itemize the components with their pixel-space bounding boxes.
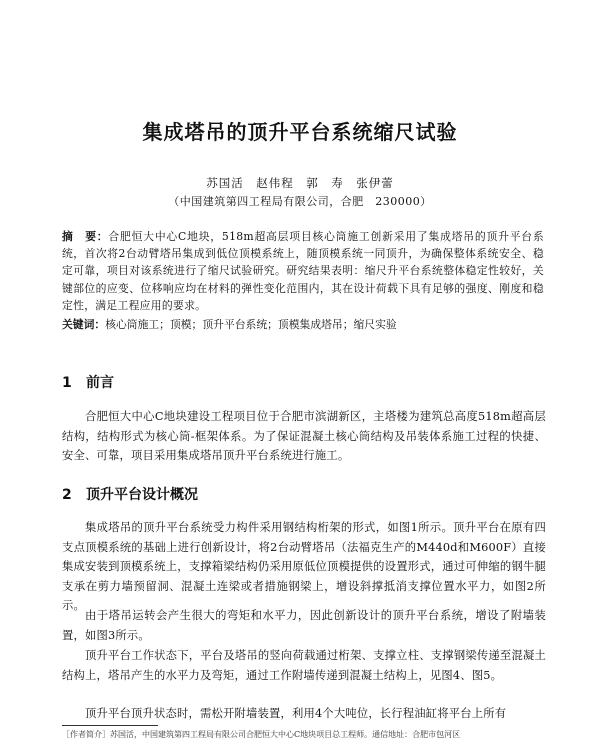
section-1-title: 前言 <box>86 375 114 391</box>
author-list: 苏国活 赵伟程 郭 寿 张伊蕾 <box>206 176 394 190</box>
section-1-heading <box>62 372 114 392</box>
section-2-heading <box>62 484 198 504</box>
keywords-text: 核心筒施工；顶模；顶升平台系统；顶模集成塔吊；缩尺实验 <box>105 318 397 331</box>
section-2-title: 顶升平台设计概况 <box>86 487 198 503</box>
section-2-paragraph-4: 顶升平台顶升状态时，需松开附墙装置，利用4个大吨位，长行程油缸将平台上所有 <box>85 707 507 720</box>
section-2-paragraph-1: 集成塔吊的顶升平台系统受力构件采用钢结构桁架的形式，如图1所示。顶升平台在原有四支点顶模系统的基础上进行创新设计，将2台动臂塔吊（法福克生产的M440d和M600F）直接集成安装到顶模系统上，支撑箱梁结构仍采用原低位顶模提供的设置形式，通过可伸缩的钢牛腿支承在剪力墙预留洞、混凝土连梁或者措施钢梁上，增设斜撑抵消支撑位置水平力，如图2所示。 <box>62 521 546 613</box>
section-1-paragraph: 合肥恒大中心C地块建设工程项目位于合肥市滨湖新区，主塔楼为建筑总高度518m超高层结构，结构形式为核心筒-框架体系。为了保证混凝土核心筒结构及吊装体系施工过程的快捷、安全、可靠，项目采用集成塔吊顶升平台系统进行施工。 <box>62 410 546 463</box>
section-1-number: 1 <box>62 375 72 391</box>
abstract-block <box>62 228 544 314</box>
section-2-paragraph-2: 由于塔吊运转会产生很大的弯矩和水平力，因此创新设计的顶升平台系统，增设了附墙装置，如图3所示。 <box>62 609 546 642</box>
paper-title: 集成塔吊的顶升平台系统缩尺试验 <box>142 120 458 144</box>
author-footnote: ［作者简介］苏国活，中国建筑第四工程局有限公司合肥恒大中心C地块项目总工程师。通信地址：合肥市包河区 <box>62 730 461 739</box>
abstract-text: 合肥恒大中心C地块，518m超高层项目核心筒施工创新采用了集成塔吊的顶升平台系统，首次将2台动臂塔吊集成到低位顶模系统上，随顶模系统一同顶升，为确保整体系统安全、稳定可靠，项目对该系统进行了缩尺试验研究。研究结果表明：缩尺升平台系统整体稳定性较好，关键部位的应变、位移响应均在材料的弹性变化范围内，其在设计荷载下具有足够的强度、刚度和稳定性，满足工程应用的要求。 <box>62 230 545 312</box>
section-2-number: 2 <box>62 487 72 503</box>
footnote-divider <box>62 725 158 726</box>
affiliation: （中国建筑第四工程局有限公司，合肥 230000） <box>168 195 432 208</box>
section-2-paragraph-3: 顶升平台工作状态下，平台及塔吊的竖向荷载通过桁架、支撑立柱、支撑钢梁传递至混凝土结构上，塔吊产生的水平力及弯矩，通过工作附墙传递到混凝土结构上，见图4、图5。 <box>62 649 546 682</box>
keywords-label: 关键词： <box>62 318 106 331</box>
abstract-label: 摘 要： <box>62 230 109 243</box>
keywords-block <box>62 316 544 333</box>
